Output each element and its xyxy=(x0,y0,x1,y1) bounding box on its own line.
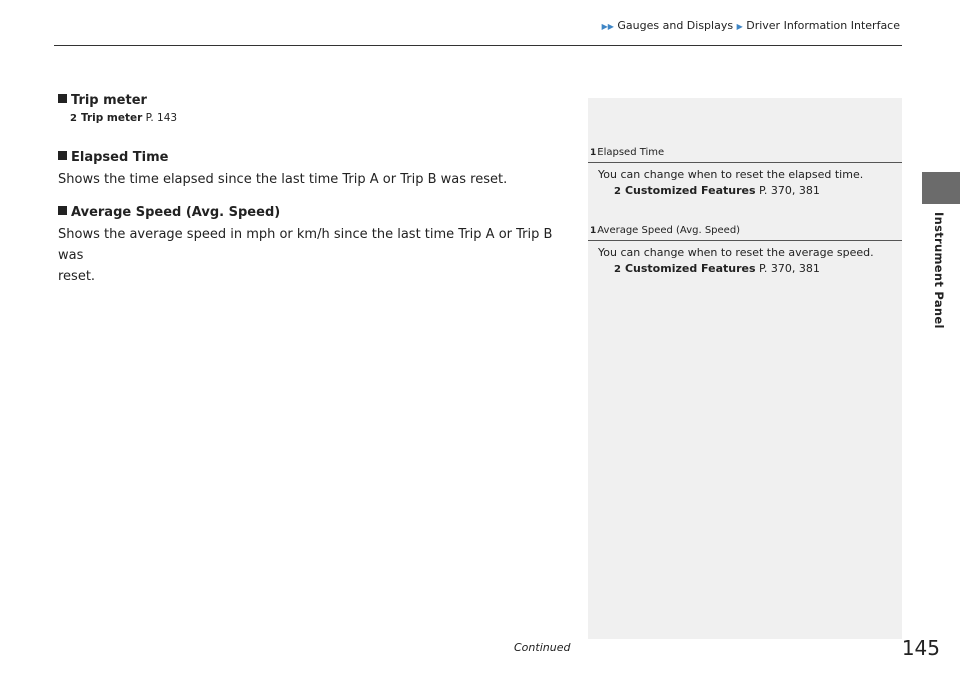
note-number: 1 xyxy=(590,148,597,158)
chapter-tab[interactable] xyxy=(922,172,960,204)
breadcrumb xyxy=(602,19,900,32)
note-text: You can change when to reset the average speed. xyxy=(598,246,874,259)
xref-arrow-icon: 2 xyxy=(614,264,621,275)
note-rule xyxy=(588,240,902,241)
square-bullet-icon xyxy=(58,151,67,160)
square-bullet-icon xyxy=(58,94,67,103)
main-content xyxy=(58,92,568,287)
breadcrumb-topic: Driver Information Interface xyxy=(746,19,900,32)
xref-page: P. 143 xyxy=(145,112,178,124)
trip-meter-xref-link[interactable] xyxy=(70,110,568,127)
note-average-speed xyxy=(588,224,902,278)
note-title: 1Elapsed Time xyxy=(590,147,665,158)
xref-arrow-icon: 2 xyxy=(614,186,621,197)
note-rule xyxy=(588,162,902,163)
note-text: You can change when to reset the elapsed time. xyxy=(598,168,864,181)
continued-label: Continued xyxy=(514,641,571,654)
section-heading-trip-meter: Trip meter xyxy=(58,92,568,110)
breadcrumb-section: Gauges and Displays xyxy=(617,19,734,32)
average-speed-description: Shows the average speed in mph or km/h since the last time Trip A or Trip B was reset. xyxy=(58,227,553,284)
section-heading-average-speed: Average Speed (Avg. Speed) xyxy=(58,204,568,222)
xref-arrow-icon: 2 xyxy=(70,113,77,124)
header-rule xyxy=(54,45,902,46)
arrow-icon: ▶ xyxy=(736,22,743,31)
chapter-label: Instrument Panel xyxy=(932,212,946,329)
note-title: 1Average Speed (Avg. Speed) xyxy=(590,225,741,236)
arrow-icon: ▶▶ xyxy=(601,22,614,31)
section-heading-elapsed-time: Elapsed Time xyxy=(58,149,568,167)
note-xref-link[interactable]: 2 Customized Features P. 370, 381 xyxy=(614,184,820,197)
side-notes-panel xyxy=(588,98,902,639)
note-elapsed-time xyxy=(588,146,902,200)
page-number: 145 xyxy=(901,636,940,660)
square-bullet-icon xyxy=(58,206,67,215)
note-xref-link[interactable]: 2 Customized Features P. 370, 381 xyxy=(614,262,820,275)
note-number: 1 xyxy=(590,226,597,236)
elapsed-time-description: Shows the time elapsed since the last time Trip A or Trip B was reset. xyxy=(58,172,508,187)
xref-title: Trip meter xyxy=(80,112,143,124)
